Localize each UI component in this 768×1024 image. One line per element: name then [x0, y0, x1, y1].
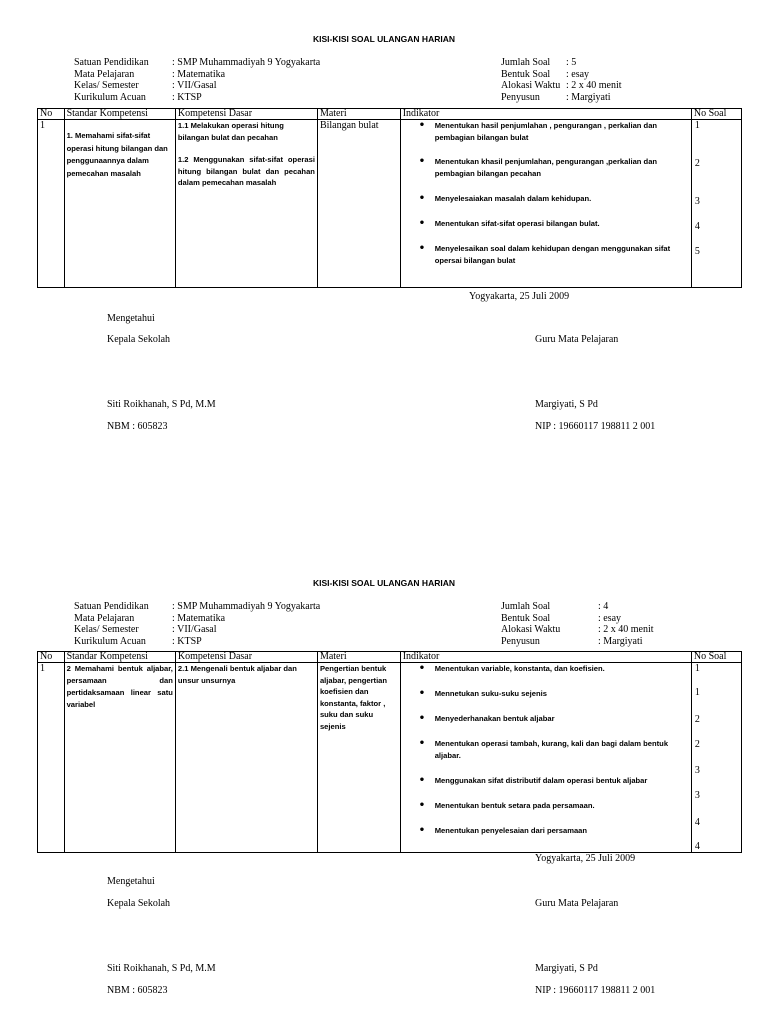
doc2-table — [37, 651, 742, 853]
doc2-kepala-label: Kepala Sekolah — [107, 898, 171, 909]
header-kd: Kompetensi Dasar — [175, 109, 317, 120]
table-header-row — [38, 109, 742, 120]
doc2-meta-left — [74, 601, 320, 647]
sk-text: 2 Memahami bentuk aljabar, persamaan dan pertidaksamaan linear satu variabel — [66, 664, 173, 709]
header-no: No — [38, 109, 65, 120]
nosoal-value: 4 — [694, 817, 700, 828]
kd1-text: 1.1 Melakukan operasi hitung bilangan bulat dan pecahan — [177, 121, 284, 142]
value-penyusun: : Margiyati — [566, 91, 611, 103]
table-row — [38, 120, 742, 288]
cell-no: 1 — [38, 663, 65, 853]
list-item: • Menyederhanakan bentuk aljabar — [403, 713, 689, 725]
list-item: • Mennetukan suku-suku sejenis — [403, 688, 689, 700]
list-item: • Menentukan khasil penjumlahan, pengurangan ,perkalian dan pembagian bilangan pecahan — [403, 156, 689, 180]
header-no: No — [38, 652, 65, 663]
header-nosoal: No Soal — [691, 109, 741, 120]
list-item: • Menyelesaiakan masalah dalam kehidupan. — [403, 193, 689, 205]
header-kd: Kompetensi Dasar — [175, 652, 317, 663]
value-jumlah: : 5 — [566, 57, 577, 68]
value-kurikulum: : KTSP — [172, 635, 202, 647]
value-bentuk: : esay — [598, 612, 622, 624]
value-kelas: : VII/Gasal — [172, 80, 217, 91]
label-mapel: Mata Pelajaran — [74, 612, 135, 624]
sk-text: 1. Memahami sifat-sifat operasi hitung bilangan dan penggunaannya dalam pemecahan masalah — [66, 131, 168, 178]
doc1-meta-right — [501, 57, 622, 103]
kd-text: 2.1 Mengenali bentuk aljabar dan unsur unsurnya — [177, 664, 297, 685]
cell-nosoal — [691, 663, 741, 853]
cell-sk — [64, 663, 175, 853]
value-kelas: : VII/Gasal — [172, 624, 217, 635]
list-item: • Menggunakan sifat distributif dalam operasi bentuk aljabar — [403, 775, 689, 787]
doc2-mengetahui: Mengetahui — [107, 876, 155, 887]
value-alokasi: : 2 x 40 menit — [566, 80, 622, 91]
doc1-table — [37, 108, 742, 288]
table-row — [38, 663, 742, 853]
indikator-list — [403, 663, 689, 837]
doc1-guru-id: NIP : 19660117 198811 2 001 — [535, 421, 656, 432]
header-sk: Standar Kompetensi — [64, 652, 175, 663]
nosoal-value: 1 — [694, 663, 700, 674]
list-item: • Menentukan operasi tambah, kurang, kali dan bagi dalam bentuk aljabar. — [403, 738, 689, 762]
label-alokasi: Alokasi Waktu — [501, 624, 561, 635]
cell-no: 1 — [38, 120, 65, 288]
header-nosoal: No Soal — [691, 652, 741, 663]
nosoal-value: 4 — [694, 221, 700, 232]
doc2-guru-name: Margiyati, S Pd — [535, 963, 598, 974]
nosoal-value: 2 — [694, 158, 700, 169]
label-kelas: Kelas/ Semester — [74, 624, 139, 635]
value-jumlah: : 4 — [598, 601, 609, 612]
doc2-kepala-id: NBM : 605823 — [107, 985, 168, 996]
list-item: • Menentukan bentuk setara pada persamaan. — [403, 800, 689, 812]
nosoal-value: 3 — [694, 765, 700, 776]
value-alokasi: : 2 x 40 menit — [598, 624, 654, 635]
label-kelas: Kelas/ Semester — [74, 80, 139, 91]
doc1-place-date: Yogyakarta, 25 Juli 2009 — [469, 291, 570, 302]
cell-sk — [64, 120, 175, 288]
value-kurikulum: : KTSP — [172, 91, 202, 103]
doc1-mengetahui: Mengetahui — [107, 313, 155, 324]
nosoal-value: 1 — [694, 687, 700, 698]
doc2-guru-label: Guru Mata Pelajaran — [535, 898, 619, 909]
nosoal-value: 3 — [694, 790, 700, 801]
label-penyusun: Penyusun — [501, 91, 540, 103]
label-satuan: Satuan Pendidikan — [74, 57, 149, 68]
doc2-guru-id: NIP : 19660117 198811 2 001 — [535, 985, 656, 996]
value-bentuk: : esay — [566, 68, 590, 80]
label-mapel: Mata Pelajaran — [74, 68, 135, 80]
list-item: • Menentukan penyelesaian dari persamaan — [403, 825, 689, 837]
doc2-meta-right — [501, 601, 654, 647]
nosoal-value: 1 — [694, 120, 700, 131]
cell-indikator — [400, 120, 691, 288]
cell-kd — [175, 120, 317, 288]
list-item: • Menentukan hasil penjumlahan , pengurangan , perkalian dan pembagian bilangan bulat — [403, 120, 689, 144]
header-indikator: Indikator — [400, 652, 691, 663]
nosoal-value: 2 — [694, 739, 700, 750]
cell-materi — [317, 663, 400, 853]
doc2-kepala-name: Siti Roikhanah, S Pd, M.M — [107, 963, 216, 974]
label-satuan: Satuan Pendidikan — [74, 601, 149, 612]
value-satuan: : SMP Muhammadiyah 9 Yogyakarta — [172, 601, 321, 612]
list-item: • Menentukan variable, konstanta, dan koefisien. — [403, 663, 689, 675]
label-penyusun: Penyusun — [501, 635, 540, 647]
value-satuan: : SMP Muhammadiyah 9 Yogyakarta — [172, 57, 321, 68]
doc1-title: KISI-KISI SOAL ULANGAN HARIAN — [313, 34, 455, 44]
label-jumlah: Jumlah Soal — [501, 601, 551, 612]
list-item: • Menentukan sifat-sifat operasi bilangan bulat. — [403, 218, 689, 230]
header-materi: Materi — [317, 652, 400, 663]
nosoal-value: 5 — [694, 246, 700, 257]
value-penyusun: : Margiyati — [598, 635, 643, 647]
label-jumlah: Jumlah Soal — [501, 57, 551, 68]
doc2-title: KISI-KISI SOAL ULANGAN HARIAN — [313, 578, 455, 588]
label-kurikulum: Kurikulum Acuan — [74, 91, 146, 103]
label-kurikulum: Kurikulum Acuan — [74, 635, 146, 647]
value-mapel: : Matematika — [172, 68, 226, 80]
nosoal-value: 4 — [694, 841, 700, 852]
kd2-text: 1.2 Menggunakan sifat-sifat operasi hitung bilangan bulat dan pecahan dalam pemecahan masalah — [177, 155, 315, 187]
cell-nosoal — [691, 120, 741, 288]
header-materi: Materi — [317, 109, 400, 120]
nosoal-value: 2 — [694, 714, 700, 725]
doc1-kepala-id: NBM : 605823 — [107, 421, 168, 432]
cell-kd — [175, 663, 317, 853]
indikator-list — [403, 120, 689, 267]
label-bentuk: Bentuk Soal — [501, 68, 551, 80]
cell-indikator — [400, 663, 691, 853]
nosoal-value: 3 — [694, 196, 700, 207]
doc1-guru-label: Guru Mata Pelajaran — [535, 334, 619, 345]
doc1-meta-left — [74, 57, 320, 103]
header-indikator: Indikator — [400, 109, 691, 120]
cell-materi: Bilangan bulat — [317, 120, 400, 288]
list-item: • Menyelesaikan soal dalam kehidupan dengan menggunakan sifat opersai bilangan bulat — [403, 243, 689, 267]
label-alokasi: Alokasi Waktu — [501, 80, 561, 91]
doc1-kepala-label: Kepala Sekolah — [107, 334, 171, 345]
header-sk: Standar Kompetensi — [64, 109, 175, 120]
table-header-row — [38, 652, 742, 663]
doc2-place-date: Yogyakarta, 25 Juli 2009 — [535, 853, 636, 864]
value-mapel: : Matematika — [172, 612, 226, 624]
label-bentuk: Bentuk Soal — [501, 612, 551, 624]
materi-text: Pengertian bentuk aljabar, pengertian koefisien dan konstanta, faktor , suku dan suku sejenis — [319, 664, 388, 731]
doc1-kepala-name: Siti Roikhanah, S Pd, M.M — [107, 399, 216, 410]
doc1-guru-name: Margiyati, S Pd — [535, 399, 598, 410]
